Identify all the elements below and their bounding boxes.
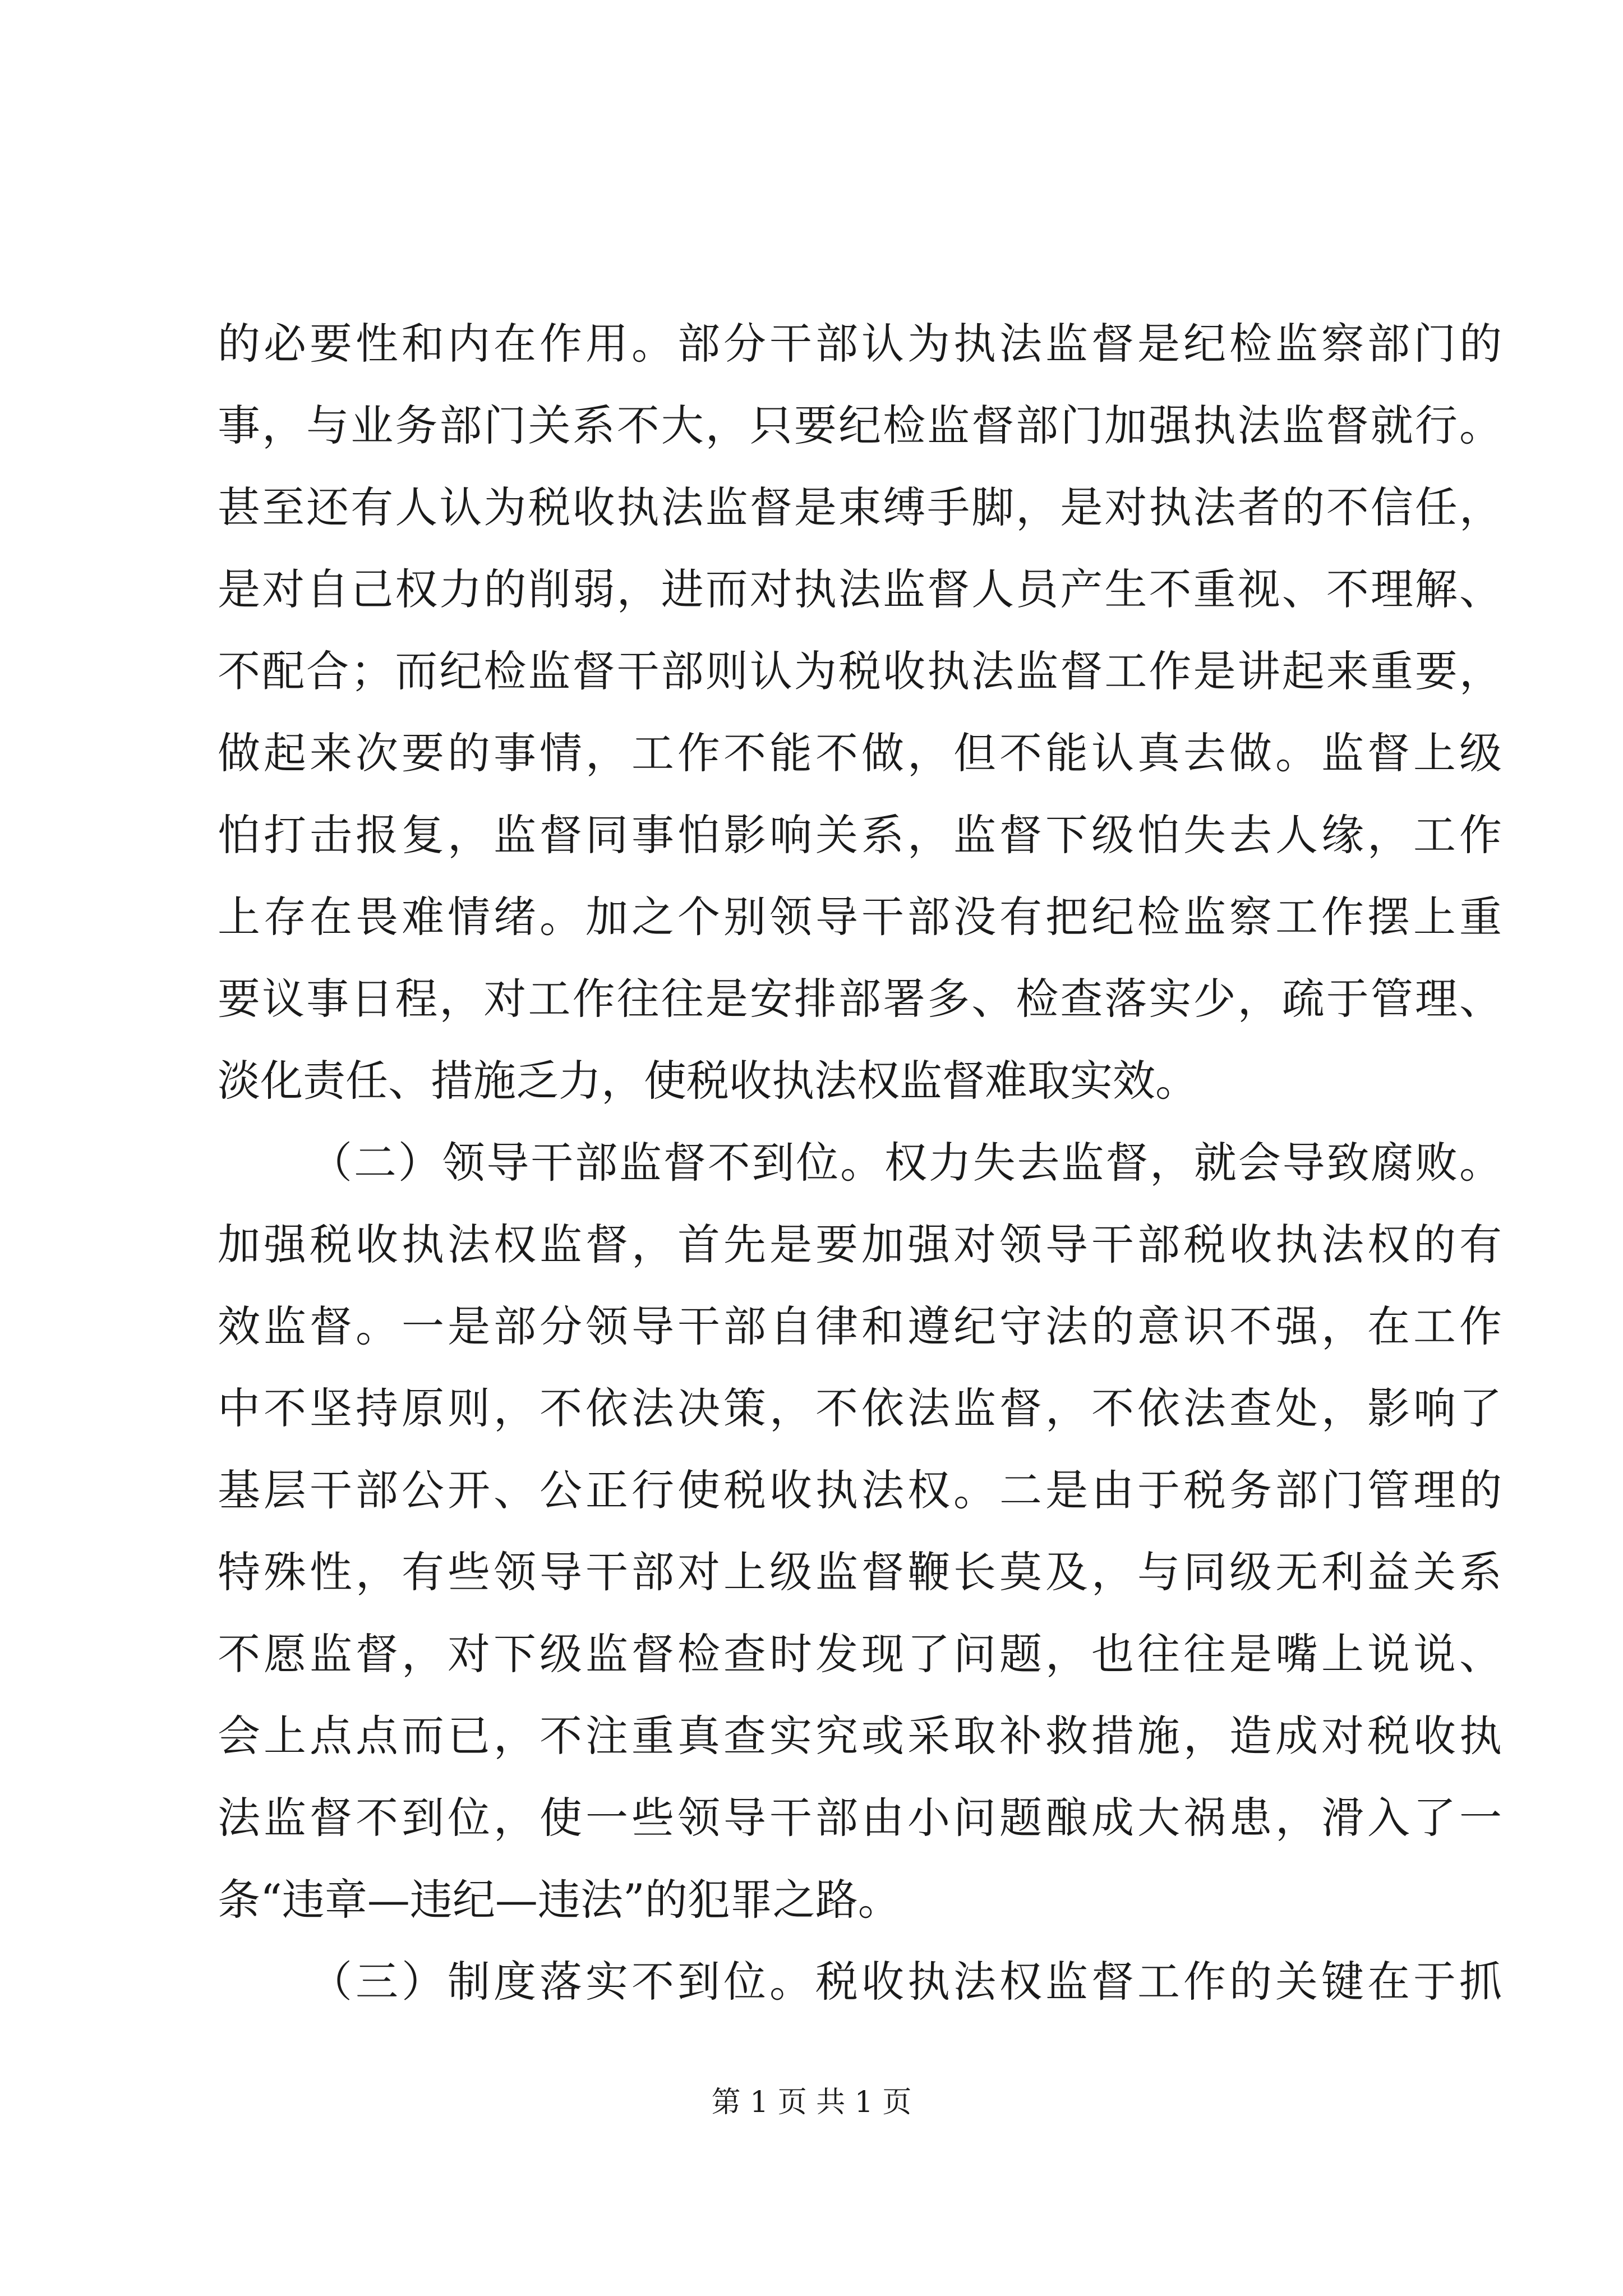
- paragraph: [218, 303, 1502, 1122]
- text-line: 法监督不到位，使一些领导干部由小问题酿成大祸患，滑入了一: [218, 1793, 1502, 1843]
- text-line: 会上点点而已，不注重真查实究或采取补救措施，造成对税收执: [218, 1711, 1502, 1761]
- text-line: 淡化责任、措施乏力，使税收执法权监督难取实效。: [218, 1056, 1198, 1106]
- paragraph: [218, 1941, 1502, 2023]
- text-line: 中不坚持原则，不依法决策，不依法监督，不依法查处，影响了: [218, 1383, 1502, 1433]
- text-line: 事，与业务部门关系不大，只要纪检监督部门加强执法监督就行。: [218, 401, 1502, 450]
- text-line: 加强税收执法权监督，首先是要加强对领导干部税收执法权的有: [218, 1220, 1502, 1269]
- page-number-label: 第 1 页 共 1 页: [711, 2086, 912, 2119]
- document-body: [218, 303, 1502, 2023]
- text-line: 上存在畏难情绪。加之个别领导干部没有把纪检监察工作摆上重: [218, 892, 1502, 942]
- text-line: 不愿监督，对下级监督检查时发现了问题，也往往是嘴上说说、: [218, 1629, 1502, 1679]
- page-footer: [0, 2080, 1623, 2125]
- text-line: （三）制度落实不到位。税收执法权监督工作的关键在于抓: [310, 1957, 1502, 2007]
- text-line: 是对自己权力的削弱，进而对执法监督人员产生不重视、不理解、: [218, 564, 1502, 614]
- text-line: 条“违章—违纪—违法”的犯罪之路。: [218, 1875, 901, 1925]
- text-line: 做起来次要的事情，工作不能不做，但不能认真去做。监督上级: [218, 728, 1502, 778]
- text-line: 特殊性，有些领导干部对上级监督鞭长莫及，与同级无利益关系: [218, 1547, 1502, 1597]
- paragraph: [218, 1122, 1502, 1941]
- text-line: 不配合；而纪检监督干部则认为税收执法监督工作是讲起来重要，: [218, 646, 1502, 696]
- text-line: 要议事日程，对工作往往是安排部署多、检查落实少，疏于管理、: [218, 974, 1502, 1024]
- text-line: 基层干部公开、公正行使税收执法权。二是由于税务部门管理的: [218, 1465, 1502, 1515]
- text-line: 的必要性和内在作用。部分干部认为执法监督是纪检监察部门的: [218, 319, 1502, 369]
- text-line: 甚至还有人认为税收执法监督是束缚手脚，是对执法者的不信任，: [218, 482, 1502, 532]
- text-line: （二）领导干部监督不到位。权力失去监督，就会导致腐败。: [310, 1138, 1502, 1188]
- text-line: 怕打击报复，监督同事怕影响关系，监督下级怕失去人缘，工作: [218, 810, 1502, 860]
- text-line: 效监督。一是部分领导干部自律和遵纪守法的意识不强，在工作: [218, 1301, 1502, 1351]
